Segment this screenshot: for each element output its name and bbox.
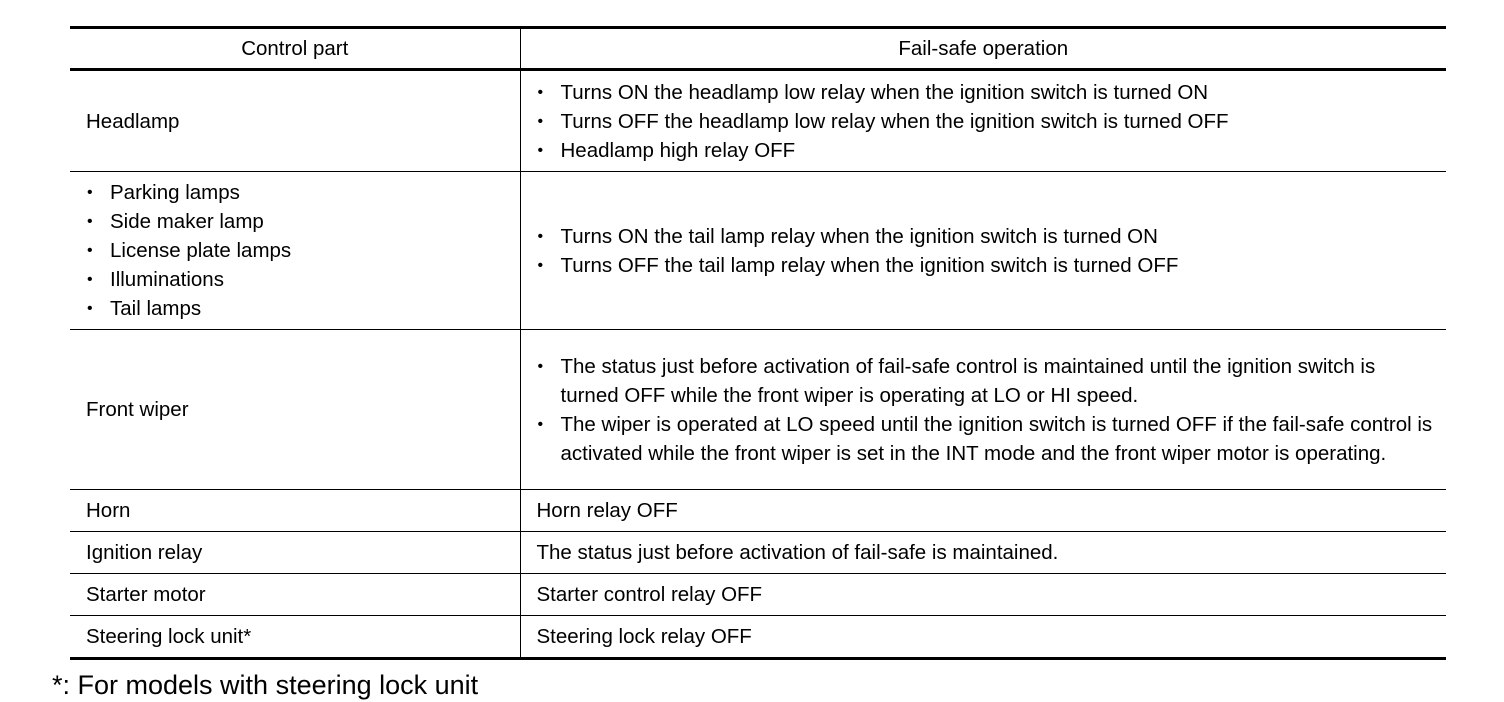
bullet-icon: • — [537, 112, 544, 130]
table-row-steering-lock-unit — [70, 616, 1446, 659]
control-part-cell — [70, 532, 520, 574]
bullet-icon: • — [87, 184, 93, 201]
operation-item: • The wiper is operated at LO speed until the ignition switch is turned OFF if the fail-safe control is activated while the front wiper is set in the INT mode and the front wiper motor is operating. — [537, 410, 1435, 468]
operation-text: Horn relay OFF — [536, 499, 678, 522]
control-part-label: Starter motor — [86, 583, 206, 606]
control-part-item: • License plate lamps — [86, 236, 508, 265]
operation-cell — [520, 574, 1446, 616]
operation-cell — [520, 70, 1446, 172]
operation-text: Starter control relay OFF — [536, 583, 763, 606]
operation-item: • Turns ON the headlamp low relay when the ignition switch is turned ON — [537, 78, 1435, 107]
table-row-horn — [70, 490, 1446, 532]
operation-cell — [520, 490, 1446, 532]
control-part-label: Headlamp — [86, 109, 180, 133]
control-part-cell — [70, 490, 520, 532]
table-row-lamps — [70, 172, 1446, 330]
control-part-item: • Tail lamps — [86, 294, 508, 323]
table-row-front-wiper — [70, 330, 1446, 490]
operation-list — [537, 222, 1435, 280]
control-part-label: Ignition relay — [86, 541, 203, 564]
operation-cell — [520, 330, 1446, 490]
operation-item: • Turns OFF the headlamp low relay when the ignition switch is turned OFF — [537, 107, 1435, 136]
bullet-icon: • — [537, 415, 544, 433]
fail-safe-table — [70, 26, 1446, 660]
control-part-label: Steering lock unit* — [86, 625, 252, 648]
control-part-cell — [70, 172, 520, 330]
control-part-cell — [70, 70, 520, 172]
operation-cell — [520, 532, 1446, 574]
operation-cell — [520, 616, 1446, 659]
control-part-cell — [70, 616, 520, 659]
operation-cell — [520, 172, 1446, 330]
bullet-icon: • — [87, 213, 93, 230]
bullet-icon: • — [537, 141, 544, 159]
table-row-starter-motor — [70, 574, 1446, 616]
table-header-row — [70, 28, 1446, 70]
bullet-icon: • — [87, 300, 93, 317]
control-part-label: Horn — [86, 499, 131, 522]
operation-item: • Turns ON the tail lamp relay when the ignition switch is turned ON — [537, 222, 1435, 251]
control-part-cell — [70, 574, 520, 616]
bullet-icon: • — [537, 83, 544, 101]
operation-item: • The status just before activation of fail-safe control is maintained until the ignition switch is turned OFF while the front wiper is operating at LO or HI speed. — [537, 352, 1435, 410]
table-row-ignition-relay — [70, 532, 1446, 574]
control-part-label: Front wiper — [86, 398, 189, 421]
control-part-item: • Parking lamps — [86, 178, 508, 207]
operation-text: The status just before activation of fail-safe is maintained. — [536, 541, 1059, 564]
control-part-item: • Side maker lamp — [86, 207, 508, 236]
control-part-cell — [70, 330, 520, 490]
bullet-icon: • — [87, 242, 93, 259]
control-part-item: • Illuminations — [86, 265, 508, 294]
control-part-list — [86, 178, 508, 323]
bullet-icon: • — [87, 271, 93, 288]
header-control-part: Control part — [70, 28, 520, 70]
fail-safe-table-container — [70, 26, 1446, 660]
operation-list — [537, 78, 1435, 165]
operation-item: • Turns OFF the tail lamp relay when the ignition switch is turned OFF — [537, 251, 1435, 280]
footnote: *: For models with steering lock unit — [52, 670, 479, 700]
operation-list — [537, 352, 1435, 468]
table-row-headlamp — [70, 70, 1446, 172]
bullet-icon: • — [537, 227, 544, 245]
header-fail-safe-operation: Fail-safe operation — [898, 37, 1069, 60]
operation-text: Steering lock relay OFF — [536, 625, 752, 648]
bullet-icon: • — [537, 256, 544, 274]
bullet-icon: • — [537, 357, 544, 375]
operation-item: • Headlamp high relay OFF — [537, 136, 1435, 165]
